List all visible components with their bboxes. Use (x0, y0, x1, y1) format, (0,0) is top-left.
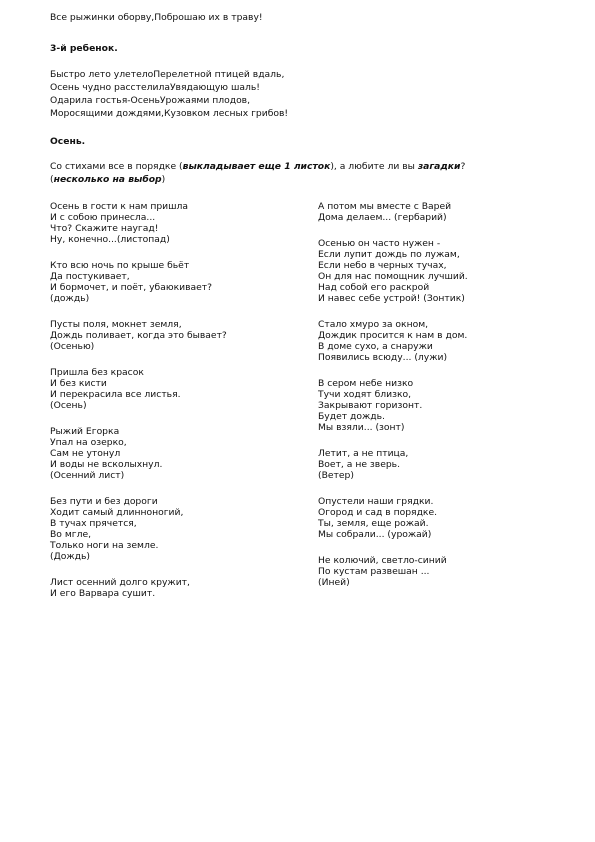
riddle-line: В сером небе низко (318, 378, 414, 389)
autumn-intro-line-2 (50, 174, 165, 185)
riddle (318, 201, 468, 223)
riddle-line: Ходит самый длинноногий, (50, 507, 184, 518)
riddle-line: Он для нас помощник лучший. (318, 271, 468, 282)
riddle (318, 378, 468, 433)
verse-line: Одарила гостья-ОсеньУрожаями плодов, (50, 95, 251, 106)
riddle-line: Дома делаем... (гербарий) (318, 212, 447, 223)
riddle-line: А потом мы вместе с Варей (318, 201, 452, 212)
riddle-line: Сам не утонул (50, 448, 121, 459)
intro-text: ), а любите ли вы (330, 161, 418, 172)
riddle-line: Да постукивает, (50, 271, 130, 282)
riddle (50, 496, 227, 562)
riddle-line: Стало хмуро за окном, (318, 319, 429, 330)
riddle (318, 319, 468, 363)
stage-direction: выкладывает еще 1 листок (182, 161, 331, 172)
emphasis-riddles: загадки (417, 161, 461, 172)
intro-text: ( (50, 174, 54, 185)
riddle-line: Во мгле, (50, 529, 92, 540)
riddle-line: Огород и сад в порядке. (318, 507, 438, 518)
autumn-intro-line-1 (50, 161, 465, 172)
riddles-right-column (318, 201, 468, 603)
intro-text: ? (460, 161, 466, 172)
riddles-left-column (50, 201, 227, 614)
riddle-line: Лист осенний долго кружит, (50, 577, 190, 588)
stage-direction: несколько на выбор (53, 174, 162, 185)
riddle-line: Рыжий Егорка (50, 426, 120, 437)
riddle (50, 577, 227, 599)
riddle-line: (Ветер) (318, 470, 354, 481)
riddle-line: И воды не всколыхнул. (50, 459, 163, 470)
riddle-line: Без пути и без дороги (50, 496, 158, 507)
riddle-line: По кустам развешан ... (318, 566, 430, 577)
riddle-line: Если лупит дождь по лужам, (318, 249, 460, 260)
riddle-line: И без кисти (50, 378, 107, 389)
riddle (50, 319, 227, 352)
riddle-line: Будет дождь. (318, 411, 385, 422)
riddle-line: Ну, конечно...(листопад) (50, 234, 170, 245)
riddle-line: Опустели наши грядки. (318, 496, 434, 507)
verse-line: Осень чудно расстелилаУвядающую шаль! (50, 82, 260, 93)
riddle (50, 367, 227, 411)
section-heading-child3: 3-й ребенок. (50, 43, 118, 54)
riddle-line: Мы взяли... (зонт) (318, 422, 405, 433)
riddle-line: Мы собрали... (урожай) (318, 529, 432, 540)
riddle-line: Дождь поливает, когда это бывает? (50, 330, 227, 341)
intro-line: Все рыжинки оборву,Поброшаю их в траву! (50, 12, 263, 23)
riddle-line: (дождь) (50, 293, 90, 304)
riddle-line: (Осенью) (50, 341, 95, 352)
riddle-line: Летит, а не птица, (318, 448, 409, 459)
riddle-line: Закрывают горизонт. (318, 400, 423, 411)
riddle (318, 448, 468, 481)
riddle (50, 260, 227, 304)
riddle-line: И бормочет, и поёт, убаюкивает? (50, 282, 213, 293)
riddle-line: В тучах прячется, (50, 518, 137, 529)
riddle-line: Осень в гости к нам пришла (50, 201, 189, 212)
intro-text: Со стихами все в порядке ( (50, 161, 183, 172)
riddle-line: Над собой его раскрой (318, 282, 430, 293)
riddle (50, 426, 227, 481)
riddle-line: Пусты поля, мокнет земля, (50, 319, 182, 330)
riddle-line: Осенью он часто нужен - (318, 238, 441, 249)
riddle-line: Не колючий, светло-синий (318, 555, 447, 566)
riddle-line: (Дождь) (50, 551, 91, 562)
riddle-line: Если небо в черных тучах, (318, 260, 447, 271)
intro-text: ) (161, 174, 166, 185)
verse-line: Быстро лето улетелоПерелетной птицей вдаль, (50, 69, 285, 80)
riddle (318, 238, 468, 304)
riddle-line: (Иней) (318, 577, 350, 588)
riddle-line: Что? Скажите наугад! (50, 223, 159, 234)
riddle (318, 496, 468, 540)
riddle-line: Воет, а не зверь. (318, 459, 401, 470)
riddle-line: И с собою принесла... (50, 212, 156, 223)
riddle (50, 201, 227, 245)
riddle-line: И его Варвара сушит. (50, 588, 156, 599)
riddle-line: В доме сухо, а снаружи (318, 341, 433, 352)
riddle-line: Пришла без красок (50, 367, 144, 378)
riddle-line: (Осенний лист) (50, 470, 125, 481)
riddle-line: (Осень) (50, 400, 87, 411)
section-heading-autumn: Осень. (50, 136, 86, 147)
riddle-line: Кто всю ночь по крыше бьёт (50, 260, 190, 271)
riddle-line: Появились всюду... (лужи) (318, 352, 448, 363)
riddle-line: Тучи ходят близко, (318, 389, 412, 400)
riddle-line: Упал на озерко, (50, 437, 127, 448)
riddle-line: Ты, земля, еще рожай. (318, 518, 429, 529)
riddle-line: И перекрасила все листья. (50, 389, 181, 400)
riddle (318, 555, 468, 588)
verse-line: Моросящими дождями,Кузовком лесных грибов! (50, 108, 289, 119)
riddle-line: И навес себе устрой! (Зонтик) (318, 293, 465, 304)
riddle-line: Только ноги на земле. (50, 540, 159, 551)
riddle-line: Дождик просится к нам в дом. (318, 330, 468, 341)
